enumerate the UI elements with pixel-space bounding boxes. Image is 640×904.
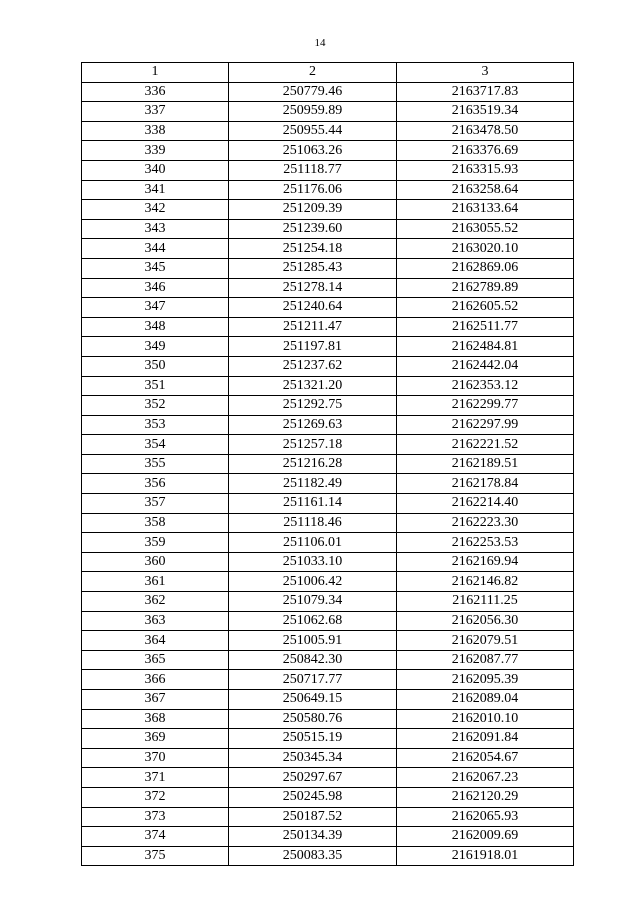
- table-row: [82, 631, 574, 651]
- y-coordinate-cell: 2162442.04: [397, 356, 574, 376]
- table-row: [82, 729, 574, 749]
- y-coordinate-cell: 2162010.10: [397, 709, 574, 729]
- point-number-cell: 370: [82, 748, 229, 768]
- table-row: [82, 650, 574, 670]
- point-number-cell: 369: [82, 729, 229, 749]
- x-coordinate-cell: 250245.98: [229, 787, 397, 807]
- table-row: [82, 298, 574, 318]
- y-coordinate-cell: 2162087.77: [397, 650, 574, 670]
- table-row: [82, 611, 574, 631]
- x-coordinate-cell: 251118.46: [229, 513, 397, 533]
- y-coordinate-cell: 2161918.01: [397, 846, 574, 866]
- point-number-cell: 373: [82, 807, 229, 827]
- table-row: [82, 748, 574, 768]
- table-row: [82, 690, 574, 710]
- x-coordinate-cell: 251062.68: [229, 611, 397, 631]
- x-coordinate-cell: 250515.19: [229, 729, 397, 749]
- table-row: [82, 102, 574, 122]
- point-number-cell: 361: [82, 572, 229, 592]
- y-coordinate-cell: 2162065.93: [397, 807, 574, 827]
- y-coordinate-cell: 2162120.29: [397, 787, 574, 807]
- x-coordinate-cell: 251176.06: [229, 180, 397, 200]
- point-number-cell: 355: [82, 454, 229, 474]
- table-row: [82, 180, 574, 200]
- x-coordinate-cell: 251079.34: [229, 592, 397, 612]
- header-row: [82, 63, 574, 83]
- y-coordinate-cell: 2162111.25: [397, 592, 574, 612]
- x-coordinate-cell: 250955.44: [229, 121, 397, 141]
- y-coordinate-cell: 2162146.82: [397, 572, 574, 592]
- table-row: [82, 846, 574, 866]
- y-coordinate-cell: 2162079.51: [397, 631, 574, 651]
- x-coordinate-cell: 251321.20: [229, 376, 397, 396]
- table-row: [82, 219, 574, 239]
- x-coordinate-cell: 251257.18: [229, 435, 397, 455]
- y-coordinate-cell: 2162253.53: [397, 533, 574, 553]
- point-number-cell: 356: [82, 474, 229, 494]
- y-coordinate-cell: 2162789.89: [397, 278, 574, 298]
- y-coordinate-cell: 2162067.23: [397, 768, 574, 788]
- y-coordinate-cell: 2162223.30: [397, 513, 574, 533]
- x-coordinate-cell: 251278.14: [229, 278, 397, 298]
- x-coordinate-cell: 251216.28: [229, 454, 397, 474]
- y-coordinate-cell: 2162009.69: [397, 827, 574, 847]
- table-row: [82, 670, 574, 690]
- y-coordinate-cell: 2162189.51: [397, 454, 574, 474]
- x-coordinate-cell: 250345.34: [229, 748, 397, 768]
- table-row: [82, 474, 574, 494]
- page-number: 14: [314, 37, 326, 49]
- table-row: [82, 435, 574, 455]
- x-coordinate-cell: 251254.18: [229, 239, 397, 259]
- x-coordinate-cell: 250297.67: [229, 768, 397, 788]
- table-row: [82, 552, 574, 572]
- y-coordinate-cell: 2163478.50: [397, 121, 574, 141]
- y-coordinate-cell: 2163519.34: [397, 102, 574, 122]
- x-coordinate-cell: 250717.77: [229, 670, 397, 690]
- point-number-cell: 338: [82, 121, 229, 141]
- x-coordinate-cell: 251209.39: [229, 200, 397, 220]
- table-row: [82, 572, 574, 592]
- point-number-cell: 341: [82, 180, 229, 200]
- point-number-cell: 359: [82, 533, 229, 553]
- table-row: [82, 376, 574, 396]
- y-coordinate-cell: 2163315.93: [397, 160, 574, 180]
- point-number-cell: 357: [82, 494, 229, 514]
- point-number-cell: 372: [82, 787, 229, 807]
- table-row: [82, 533, 574, 553]
- table-row: [82, 160, 574, 180]
- point-number-cell: 360: [82, 552, 229, 572]
- y-coordinate-cell: 2162214.40: [397, 494, 574, 514]
- x-coordinate-cell: 250779.46: [229, 82, 397, 102]
- table-row: [82, 415, 574, 435]
- point-number-cell: 371: [82, 768, 229, 788]
- x-coordinate-cell: 251285.43: [229, 258, 397, 278]
- point-number-cell: 337: [82, 102, 229, 122]
- table-row: [82, 356, 574, 376]
- point-number-cell: 344: [82, 239, 229, 259]
- x-coordinate-cell: 251197.81: [229, 337, 397, 357]
- table-row: [82, 787, 574, 807]
- y-coordinate-cell: 2163020.10: [397, 239, 574, 259]
- x-coordinate-cell: 250842.30: [229, 650, 397, 670]
- x-coordinate-cell: 251033.10: [229, 552, 397, 572]
- table-row: [82, 82, 574, 102]
- point-number-cell: 365: [82, 650, 229, 670]
- point-number-cell: 343: [82, 219, 229, 239]
- y-coordinate-cell: 2162178.84: [397, 474, 574, 494]
- point-number-cell: 358: [82, 513, 229, 533]
- point-number-cell: 336: [82, 82, 229, 102]
- x-coordinate-cell: 251063.26: [229, 141, 397, 161]
- table-row: [82, 494, 574, 514]
- y-coordinate-cell: 2162169.94: [397, 552, 574, 572]
- x-coordinate-cell: 251161.14: [229, 494, 397, 514]
- table-row: [82, 807, 574, 827]
- table-row: [82, 239, 574, 259]
- x-coordinate-cell: 251118.77: [229, 160, 397, 180]
- table-row: [82, 768, 574, 788]
- point-number-cell: 363: [82, 611, 229, 631]
- header-cell-2: 2: [229, 63, 397, 83]
- point-number-cell: 349: [82, 337, 229, 357]
- point-number-cell: 340: [82, 160, 229, 180]
- y-coordinate-cell: 2162297.99: [397, 415, 574, 435]
- x-coordinate-cell: 251237.62: [229, 356, 397, 376]
- point-number-cell: 347: [82, 298, 229, 318]
- x-coordinate-cell: 251269.63: [229, 415, 397, 435]
- point-number-cell: 374: [82, 827, 229, 847]
- point-number-cell: 346: [82, 278, 229, 298]
- y-coordinate-cell: 2162869.06: [397, 258, 574, 278]
- x-coordinate-cell: 251239.60: [229, 219, 397, 239]
- y-coordinate-cell: 2163258.64: [397, 180, 574, 200]
- x-coordinate-cell: 251106.01: [229, 533, 397, 553]
- x-coordinate-cell: 251211.47: [229, 317, 397, 337]
- header-cell-1: 1: [82, 63, 229, 83]
- table-row: [82, 454, 574, 474]
- table-row: [82, 317, 574, 337]
- y-coordinate-cell: 2162221.52: [397, 435, 574, 455]
- point-number-cell: 353: [82, 415, 229, 435]
- table-row: [82, 278, 574, 298]
- point-number-cell: 345: [82, 258, 229, 278]
- y-coordinate-cell: 2162299.77: [397, 396, 574, 416]
- y-coordinate-cell: 2162605.52: [397, 298, 574, 318]
- y-coordinate-cell: 2162056.30: [397, 611, 574, 631]
- table-row: [82, 200, 574, 220]
- x-coordinate-cell: 251240.64: [229, 298, 397, 318]
- point-number-cell: 351: [82, 376, 229, 396]
- x-coordinate-cell: 251292.75: [229, 396, 397, 416]
- y-coordinate-cell: 2162054.67: [397, 748, 574, 768]
- y-coordinate-cell: 2162353.12: [397, 376, 574, 396]
- y-coordinate-cell: 2163133.64: [397, 200, 574, 220]
- x-coordinate-cell: 250649.15: [229, 690, 397, 710]
- point-number-cell: 366: [82, 670, 229, 690]
- point-number-cell: 350: [82, 356, 229, 376]
- point-number-cell: 342: [82, 200, 229, 220]
- x-coordinate-cell: 251005.91: [229, 631, 397, 651]
- point-number-cell: 348: [82, 317, 229, 337]
- y-coordinate-cell: 2163376.69: [397, 141, 574, 161]
- y-coordinate-cell: 2162095.39: [397, 670, 574, 690]
- coordinates-table: [81, 62, 574, 866]
- table-row: [82, 121, 574, 141]
- table-row: [82, 141, 574, 161]
- x-coordinate-cell: 250187.52: [229, 807, 397, 827]
- table-row: [82, 513, 574, 533]
- x-coordinate-cell: 251006.42: [229, 572, 397, 592]
- point-number-cell: 368: [82, 709, 229, 729]
- table-row: [82, 709, 574, 729]
- table-row: [82, 396, 574, 416]
- point-number-cell: 367: [82, 690, 229, 710]
- x-coordinate-cell: 251182.49: [229, 474, 397, 494]
- point-number-cell: 362: [82, 592, 229, 612]
- point-number-cell: 352: [82, 396, 229, 416]
- table-row: [82, 337, 574, 357]
- x-coordinate-cell: 250134.39: [229, 827, 397, 847]
- point-number-cell: 354: [82, 435, 229, 455]
- x-coordinate-cell: 250580.76: [229, 709, 397, 729]
- table-row: [82, 592, 574, 612]
- table-row: [82, 827, 574, 847]
- table-row: [82, 258, 574, 278]
- y-coordinate-cell: 2163717.83: [397, 82, 574, 102]
- point-number-cell: 375: [82, 846, 229, 866]
- y-coordinate-cell: 2162091.84: [397, 729, 574, 749]
- point-number-cell: 339: [82, 141, 229, 161]
- x-coordinate-cell: 250083.35: [229, 846, 397, 866]
- y-coordinate-cell: 2162089.04: [397, 690, 574, 710]
- y-coordinate-cell: 2162511.77: [397, 317, 574, 337]
- table-body: [82, 82, 574, 866]
- x-coordinate-cell: 250959.89: [229, 102, 397, 122]
- header-cell-3: 3: [397, 63, 574, 83]
- y-coordinate-cell: 2162484.81: [397, 337, 574, 357]
- y-coordinate-cell: 2163055.52: [397, 219, 574, 239]
- point-number-cell: 364: [82, 631, 229, 651]
